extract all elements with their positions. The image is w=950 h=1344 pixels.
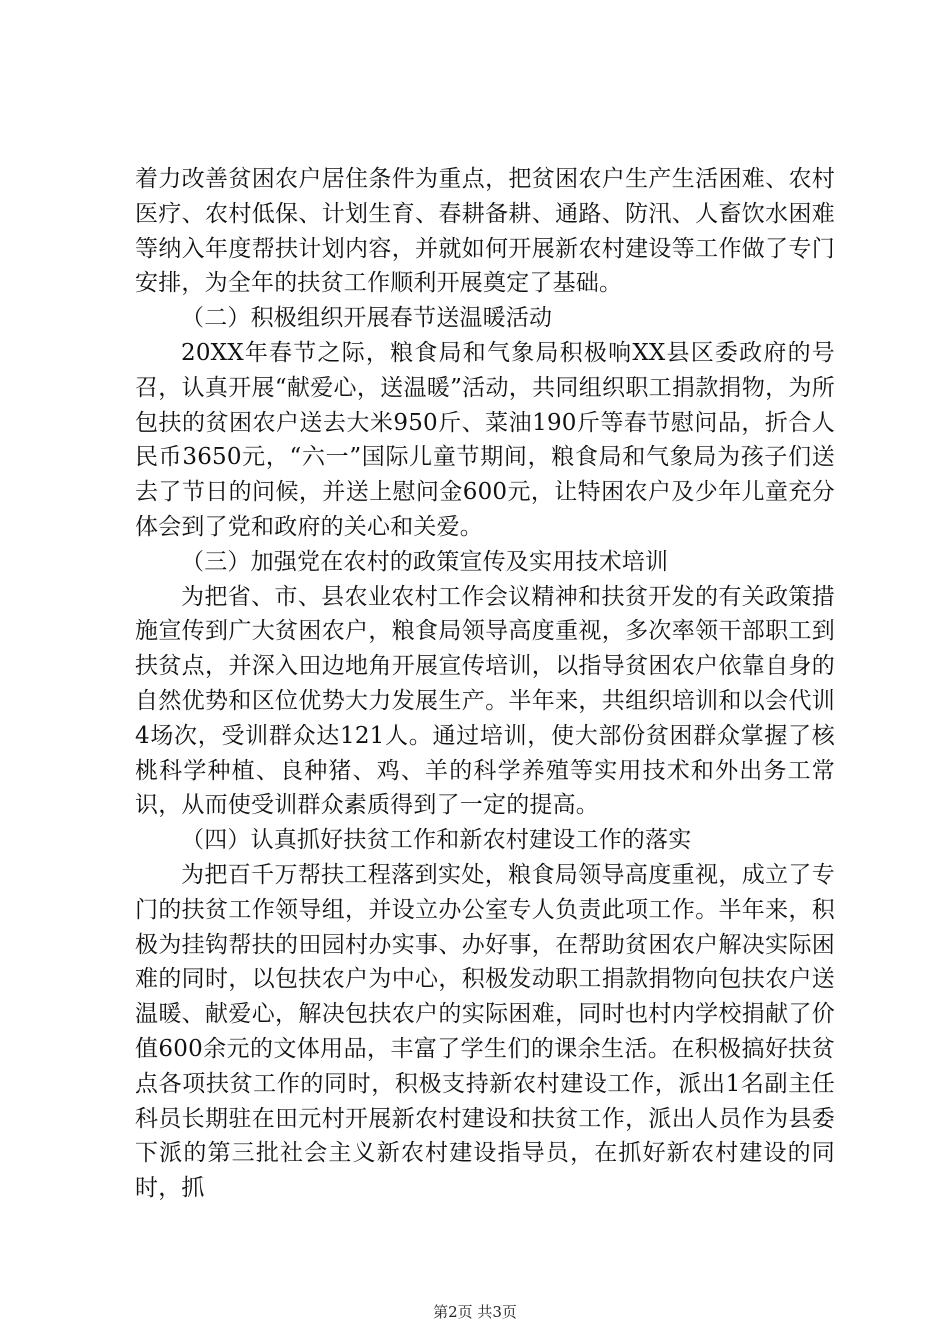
section-heading-4: （四）认真抓好扶贫工作和新农村建设工作的落实 — [181, 827, 692, 854]
section-heading-2: （二）积极组织开展春节送温暖活动 — [181, 305, 553, 332]
paragraph-continued: 着力改善贫困农户居住条件为重点，把贫困农户生产生活困难、农村医疗、农村低保、计划生育、春耕备耕、通路、防汛、人畜饮水困难等纳入年度帮扶计划内容，并就如何开展新农村建设等工作做了专门安排，为全年的扶贫工作顺利开展奠定了基础。 — [135, 166, 835, 297]
paragraph-policy-training: 为把省、市、县农业农村工作会议精神和扶贫开发的有关政策措施宣传到广大贫困农户，粮食局领导高度重视，多次率领干部职工到扶贫点，并深入田边地角开展宣传培训，以指导贫困农户依靠自身的自然优势和区位优势大力发展生产。半年来，共组织培训和以会代训4场次，受训群众达121人。通过培训，使大部份贫困群众掌握了核桃科学种植、良种猪、鸡、羊的科学养殖等实用技术和外出务工常识，从而使受训群众素质得到了一定的提高。 — [135, 583, 835, 819]
document-body — [135, 162, 835, 1206]
paragraph-spring-festival: 20XX年春节之际，粮食局和气象局积极响XX县区委政府的号召，认真开展“献爱心，送温暖”活动，共同组织职工捐款捐物，为所包扶的贫困农户送去大米950斤、菜油190斤等春节慰问品，折合人民币3650元，“六一”国际儿童节期间，粮食局和气象局为孩子们送去了节日的问候，并送上慰问金600元，让特困农户及少年儿童充分体会到了党和政府的关心和关爱。 — [135, 339, 835, 540]
page-footer: 第2页 共3页 — [433, 1303, 517, 1321]
paragraph-poverty-work: 为把百千万帮扶工程落到实处，粮食局领导高度重视，成立了专门的扶贫工作领导组，并设立办公室专人负责此项工作。半年来，积极为挂钩帮扶的田园村办实事、办好事，在帮助贫困农户解决实际困难的同时，以包扶农户为中心，积极发动职工捐款捐物向包扶农户送温暖、献爱心，解决包扶农户的实际困难，同时也村内学校捐献了价值600余元的文体用品，丰富了学生们的课余生活。在积极搞好扶贫点各项扶贫工作的同时，积极支持新农村建设工作，派出1名副主任科员长期驻在田元村开展新农村建设和扶贫工作，派出人员作为县委下派的第三批社会主义新农村建设指导员，在抓好新农村建设的同时，抓 — [135, 861, 835, 1202]
section-heading-3: （三）加强党在农村的政策宣传及实用技术培训 — [181, 548, 669, 575]
